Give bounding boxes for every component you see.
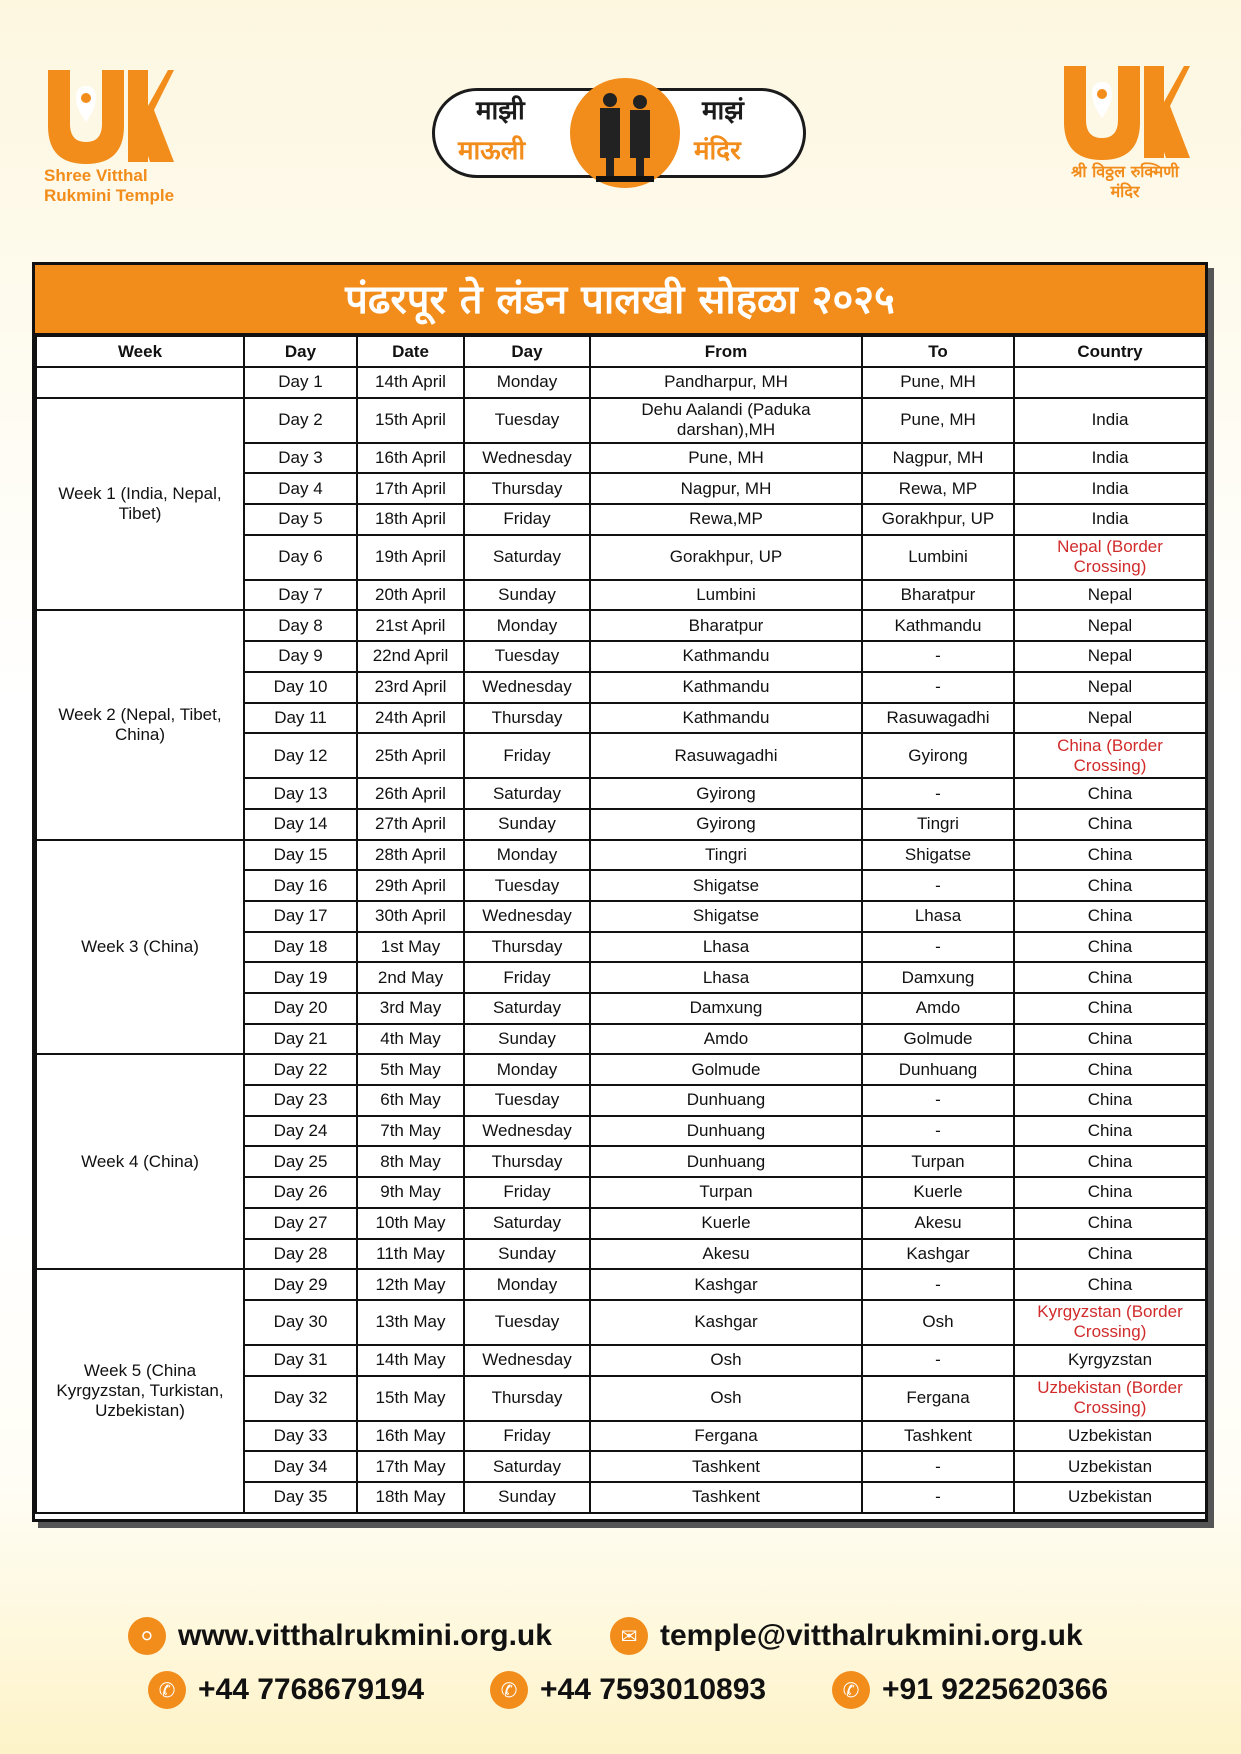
weekday-cell: Sunday	[464, 1024, 590, 1055]
badge-word-2: माऊली	[458, 136, 526, 166]
from-cell: Damxung	[590, 993, 862, 1024]
schedule-table	[35, 335, 1207, 1514]
date-cell: 29th April	[357, 870, 464, 901]
weekday-cell: Monday	[464, 840, 590, 871]
day-number-cell: Day 22	[244, 1054, 357, 1085]
from-cell: Pune, MH	[590, 443, 862, 474]
to-cell: Lumbini	[862, 535, 1014, 580]
date-cell: 24th April	[357, 703, 464, 734]
header-day-number: Day	[244, 336, 357, 367]
date-cell: 21st April	[357, 610, 464, 641]
day-number-cell: Day 9	[244, 641, 357, 672]
to-cell: Amdo	[862, 993, 1014, 1024]
date-cell: 10th May	[357, 1208, 464, 1239]
date-cell: 16th May	[357, 1421, 464, 1452]
from-cell: Turpan	[590, 1177, 862, 1208]
table-row	[36, 1054, 1206, 1085]
to-cell: Pune, MH	[862, 367, 1014, 398]
country-cell: China (Border Crossing)	[1014, 733, 1206, 778]
temple-logo-right	[1060, 62, 1210, 202]
country-cell: Uzbekistan	[1014, 1421, 1206, 1452]
weekday-cell: Monday	[464, 1269, 590, 1300]
day-number-cell: Day 14	[244, 809, 357, 840]
day-number-cell: Day 19	[244, 962, 357, 993]
to-cell: Bharatpur	[862, 580, 1014, 611]
mail-icon: ✉	[610, 1617, 648, 1655]
logo-left-caption-line2: Rukmini Temple	[44, 186, 175, 205]
day-number-cell: Day 21	[244, 1024, 357, 1055]
from-cell: Tashkent	[590, 1482, 862, 1513]
week-cell: Week 2 (Nepal, Tibet, China)	[36, 610, 244, 839]
to-cell: Gorakhpur, UP	[862, 504, 1014, 535]
day-number-cell: Day 26	[244, 1177, 357, 1208]
day-number-cell: Day 12	[244, 733, 357, 778]
from-cell: Lhasa	[590, 962, 862, 993]
weekday-cell: Tuesday	[464, 641, 590, 672]
schedule-body	[36, 367, 1206, 1513]
phone-icon: ✆	[832, 1671, 870, 1709]
to-cell: Tingri	[862, 809, 1014, 840]
country-cell: Nepal	[1014, 610, 1206, 641]
to-cell: -	[862, 1085, 1014, 1116]
from-cell: Rewa,MP	[590, 504, 862, 535]
vitthal-rukmini-idol-icon	[570, 78, 680, 188]
country-cell: China	[1014, 1146, 1206, 1177]
date-cell: 14th May	[357, 1345, 464, 1376]
day-number-cell: Day 23	[244, 1085, 357, 1116]
date-cell: 15th April	[357, 398, 464, 443]
mazi-mauli-mazha-mandir-badge	[432, 78, 808, 190]
date-cell: 4th May	[357, 1024, 464, 1055]
date-cell: 8th May	[357, 1146, 464, 1177]
badge-word-3: माझं	[702, 96, 744, 126]
to-cell: Kashgar	[862, 1239, 1014, 1270]
to-cell: -	[862, 870, 1014, 901]
to-cell: Kuerle	[862, 1177, 1014, 1208]
to-cell: Rasuwagadhi	[862, 703, 1014, 734]
from-cell: Pandharpur, MH	[590, 367, 862, 398]
to-cell: Golmude	[862, 1024, 1014, 1055]
day-number-cell: Day 29	[244, 1269, 357, 1300]
day-number-cell: Day 25	[244, 1146, 357, 1177]
schedule-title: पंढरपूर ते लंडन पालखी सोहळा २०२५	[35, 265, 1205, 335]
date-cell: 19th April	[357, 535, 464, 580]
from-cell: Osh	[590, 1376, 862, 1421]
weekday-cell: Sunday	[464, 1482, 590, 1513]
from-cell: Kathmandu	[590, 672, 862, 703]
from-cell: Fergana	[590, 1421, 862, 1452]
weekday-cell: Wednesday	[464, 672, 590, 703]
country-cell: China	[1014, 1177, 1206, 1208]
to-cell: Turpan	[862, 1146, 1014, 1177]
week-cell: Week 4 (China)	[36, 1054, 244, 1269]
weekday-cell: Wednesday	[464, 443, 590, 474]
country-cell: India	[1014, 398, 1206, 443]
day-number-cell: Day 35	[244, 1482, 357, 1513]
from-cell: Akesu	[590, 1239, 862, 1270]
table-row	[36, 398, 1206, 443]
weekday-cell: Tuesday	[464, 398, 590, 443]
phone-contact-1[interactable]	[148, 1670, 424, 1710]
to-cell: -	[862, 932, 1014, 963]
date-cell: 6th May	[357, 1085, 464, 1116]
country-cell: China	[1014, 809, 1206, 840]
day-number-cell: Day 10	[244, 672, 357, 703]
weekday-cell: Friday	[464, 1421, 590, 1452]
date-cell: 23rd April	[357, 672, 464, 703]
weekday-cell: Thursday	[464, 473, 590, 504]
email-text[interactable]: temple@vitthalrukmini.org.uk	[660, 1619, 1083, 1652]
header-country: Country	[1014, 336, 1206, 367]
weekday-cell: Friday	[464, 733, 590, 778]
phone-text-1[interactable]: +44 7768679194	[198, 1673, 425, 1706]
country-cell: Nepal	[1014, 641, 1206, 672]
from-cell: Lhasa	[590, 932, 862, 963]
from-cell: Tingri	[590, 840, 862, 871]
date-cell: 18th April	[357, 504, 464, 535]
country-cell: Nepal	[1014, 580, 1206, 611]
country-cell: China	[1014, 993, 1206, 1024]
country-cell: Uzbekistan	[1014, 1451, 1206, 1482]
day-number-cell: Day 34	[244, 1451, 357, 1482]
week-cell	[36, 367, 244, 398]
to-cell: Akesu	[862, 1208, 1014, 1239]
country-cell: China	[1014, 840, 1206, 871]
day-number-cell: Day 28	[244, 1239, 357, 1270]
date-cell: 20th April	[357, 580, 464, 611]
date-cell: 30th April	[357, 901, 464, 932]
weekday-cell: Thursday	[464, 932, 590, 963]
date-cell: 26th April	[357, 778, 464, 809]
week-cell: Week 3 (China)	[36, 840, 244, 1055]
week-cell: Week 1 (India, Nepal, Tibet)	[36, 398, 244, 611]
day-number-cell: Day 7	[244, 580, 357, 611]
header-to: To	[862, 336, 1014, 367]
from-cell: Dehu Aalandi (Paduka darshan),MH	[590, 398, 862, 443]
from-cell: Kashgar	[590, 1269, 862, 1300]
from-cell: Bharatpur	[590, 610, 862, 641]
weekday-cell: Saturday	[464, 1208, 590, 1239]
day-number-cell: Day 3	[244, 443, 357, 474]
weekday-cell: Monday	[464, 610, 590, 641]
day-number-cell: Day 33	[244, 1421, 357, 1452]
to-cell: Pune, MH	[862, 398, 1014, 443]
weekday-cell: Saturday	[464, 778, 590, 809]
from-cell: Kuerle	[590, 1208, 862, 1239]
day-number-cell: Day 15	[244, 840, 357, 871]
to-cell: -	[862, 1345, 1014, 1376]
from-cell: Rasuwagadhi	[590, 733, 862, 778]
from-cell: Tashkent	[590, 1451, 862, 1482]
email-contact[interactable]	[610, 1616, 1083, 1656]
date-cell: 2nd May	[357, 962, 464, 993]
weekday-cell: Saturday	[464, 1451, 590, 1482]
weekday-cell: Sunday	[464, 809, 590, 840]
country-cell: Kyrgyzstan (Border Crossing)	[1014, 1300, 1206, 1345]
day-number-cell: Day 32	[244, 1376, 357, 1421]
schedule-sheet	[32, 262, 1208, 1522]
country-cell: Nepal	[1014, 672, 1206, 703]
weekday-cell: Sunday	[464, 580, 590, 611]
day-number-cell: Day 27	[244, 1208, 357, 1239]
country-cell: China	[1014, 1239, 1206, 1270]
weekday-cell: Sunday	[464, 1239, 590, 1270]
date-cell: 28th April	[357, 840, 464, 871]
day-number-cell: Day 13	[244, 778, 357, 809]
weekday-cell: Tuesday	[464, 1085, 590, 1116]
date-cell: 3rd May	[357, 993, 464, 1024]
header-date: Date	[357, 336, 464, 367]
date-cell: 16th April	[357, 443, 464, 474]
from-cell: Osh	[590, 1345, 862, 1376]
day-number-cell: Day 4	[244, 473, 357, 504]
to-cell: -	[862, 1116, 1014, 1147]
logo-right-caption-line1: श्री विठ्ठल रुक्मिणी	[1071, 162, 1179, 181]
badge-word-4: मंदिर	[694, 136, 741, 166]
day-number-cell: Day 17	[244, 901, 357, 932]
date-cell: 27th April	[357, 809, 464, 840]
date-cell: 22nd April	[357, 641, 464, 672]
from-cell: Golmude	[590, 1054, 862, 1085]
weekday-cell: Friday	[464, 504, 590, 535]
country-cell: India	[1014, 443, 1206, 474]
phone-contact-3[interactable]	[832, 1670, 1108, 1710]
from-cell: Dunhuang	[590, 1116, 862, 1147]
uk-logo-icon	[44, 66, 174, 166]
to-cell: -	[862, 1482, 1014, 1513]
website-text[interactable]: www.vitthalrukmini.org.uk	[178, 1619, 552, 1652]
badge-word-1: माझी	[476, 96, 525, 126]
to-cell: Tashkent	[862, 1421, 1014, 1452]
day-number-cell: Day 30	[244, 1300, 357, 1345]
weekday-cell: Monday	[464, 1054, 590, 1085]
globe-icon: ⚪	[128, 1617, 166, 1655]
from-cell: Shigatse	[590, 901, 862, 932]
table-header-row	[36, 336, 1206, 367]
from-cell: Kathmandu	[590, 703, 862, 734]
table-row	[36, 840, 1206, 871]
to-cell: Kathmandu	[862, 610, 1014, 641]
day-number-cell: Day 31	[244, 1345, 357, 1376]
from-cell: Gyirong	[590, 809, 862, 840]
to-cell: -	[862, 1269, 1014, 1300]
from-cell: Nagpur, MH	[590, 473, 862, 504]
country-cell: China	[1014, 932, 1206, 963]
weekday-cell: Friday	[464, 962, 590, 993]
to-cell: Nagpur, MH	[862, 443, 1014, 474]
from-cell: Shigatse	[590, 870, 862, 901]
weekday-cell: Saturday	[464, 535, 590, 580]
from-cell: Kathmandu	[590, 641, 862, 672]
date-cell: 17th May	[357, 1451, 464, 1482]
day-number-cell: Day 2	[244, 398, 357, 443]
weekday-cell: Wednesday	[464, 1116, 590, 1147]
to-cell: Damxung	[862, 962, 1014, 993]
to-cell: -	[862, 641, 1014, 672]
day-number-cell: Day 6	[244, 535, 357, 580]
date-cell: 17th April	[357, 473, 464, 504]
country-cell: China	[1014, 1208, 1206, 1239]
country-cell: China	[1014, 901, 1206, 932]
weekday-cell: Monday	[464, 367, 590, 398]
table-row	[36, 610, 1206, 641]
table-row	[36, 367, 1206, 398]
to-cell: Shigatse	[862, 840, 1014, 871]
country-cell: Uzbekistan (Border Crossing)	[1014, 1376, 1206, 1421]
date-cell: 15th May	[357, 1376, 464, 1421]
logo-left-caption-line1: Shree Vitthal	[44, 166, 148, 185]
weekday-cell: Wednesday	[464, 901, 590, 932]
country-cell: China	[1014, 962, 1206, 993]
to-cell: Dunhuang	[862, 1054, 1014, 1085]
to-cell: -	[862, 778, 1014, 809]
weekday-cell: Thursday	[464, 1146, 590, 1177]
temple-logo-left	[44, 66, 184, 206]
country-cell: India	[1014, 473, 1206, 504]
from-cell: Gyirong	[590, 778, 862, 809]
uk-logo-icon	[1060, 62, 1190, 162]
country-cell: China	[1014, 1054, 1206, 1085]
to-cell: Fergana	[862, 1376, 1014, 1421]
day-number-cell: Day 20	[244, 993, 357, 1024]
day-number-cell: Day 1	[244, 367, 357, 398]
to-cell: Rewa, MP	[862, 473, 1014, 504]
date-cell: 11th May	[357, 1239, 464, 1270]
country-cell: Nepal	[1014, 703, 1206, 734]
weekday-cell: Saturday	[464, 993, 590, 1024]
phone-icon: ✆	[490, 1671, 528, 1709]
from-cell: Kashgar	[590, 1300, 862, 1345]
header-week: Week	[36, 336, 244, 367]
website-contact[interactable]	[128, 1616, 552, 1656]
phone-text-3[interactable]: +91 9225620366	[882, 1673, 1109, 1706]
weekday-cell: Friday	[464, 1177, 590, 1208]
date-cell: 18th May	[357, 1482, 464, 1513]
day-number-cell: Day 24	[244, 1116, 357, 1147]
country-cell: China	[1014, 1269, 1206, 1300]
from-cell: Amdo	[590, 1024, 862, 1055]
phone-text-2[interactable]: +44 7593010893	[540, 1673, 767, 1706]
from-cell: Lumbini	[590, 580, 862, 611]
day-number-cell: Day 5	[244, 504, 357, 535]
logo-right-caption-line2: मंदिर	[1110, 182, 1140, 201]
country-cell: China	[1014, 870, 1206, 901]
day-number-cell: Day 16	[244, 870, 357, 901]
day-number-cell: Day 11	[244, 703, 357, 734]
from-cell: Dunhuang	[590, 1146, 862, 1177]
date-cell: 12th May	[357, 1269, 464, 1300]
to-cell: -	[862, 672, 1014, 703]
date-cell: 7th May	[357, 1116, 464, 1147]
table-row	[36, 1269, 1206, 1300]
weekday-cell: Tuesday	[464, 1300, 590, 1345]
country-cell: India	[1014, 504, 1206, 535]
date-cell: 9th May	[357, 1177, 464, 1208]
country-cell: China	[1014, 1024, 1206, 1055]
header-weekday: Day	[464, 336, 590, 367]
weekday-cell: Tuesday	[464, 870, 590, 901]
country-cell: China	[1014, 1085, 1206, 1116]
weekday-cell: Wednesday	[464, 1345, 590, 1376]
weekday-cell: Thursday	[464, 703, 590, 734]
country-cell: Uzbekistan	[1014, 1482, 1206, 1513]
to-cell: Gyirong	[862, 733, 1014, 778]
date-cell: 13th May	[357, 1300, 464, 1345]
country-cell: China	[1014, 778, 1206, 809]
week-cell: Week 5 (China Kyrgyzstan, Turkistan, Uzbekistan)	[36, 1269, 244, 1512]
day-number-cell: Day 8	[244, 610, 357, 641]
header-from: From	[590, 336, 862, 367]
country-cell: Kyrgyzstan	[1014, 1345, 1206, 1376]
date-cell: 1st May	[357, 932, 464, 963]
to-cell: Osh	[862, 1300, 1014, 1345]
country-cell	[1014, 367, 1206, 398]
from-cell: Dunhuang	[590, 1085, 862, 1116]
from-cell: Gorakhpur, UP	[590, 535, 862, 580]
phone-icon: ✆	[148, 1671, 186, 1709]
date-cell: 25th April	[357, 733, 464, 778]
country-cell: Nepal (Border Crossing)	[1014, 535, 1206, 580]
date-cell: 14th April	[357, 367, 464, 398]
country-cell: China	[1014, 1116, 1206, 1147]
weekday-cell: Thursday	[464, 1376, 590, 1421]
to-cell: Lhasa	[862, 901, 1014, 932]
phone-contact-2[interactable]	[490, 1670, 766, 1710]
to-cell: -	[862, 1451, 1014, 1482]
date-cell: 5th May	[357, 1054, 464, 1085]
day-number-cell: Day 18	[244, 932, 357, 963]
